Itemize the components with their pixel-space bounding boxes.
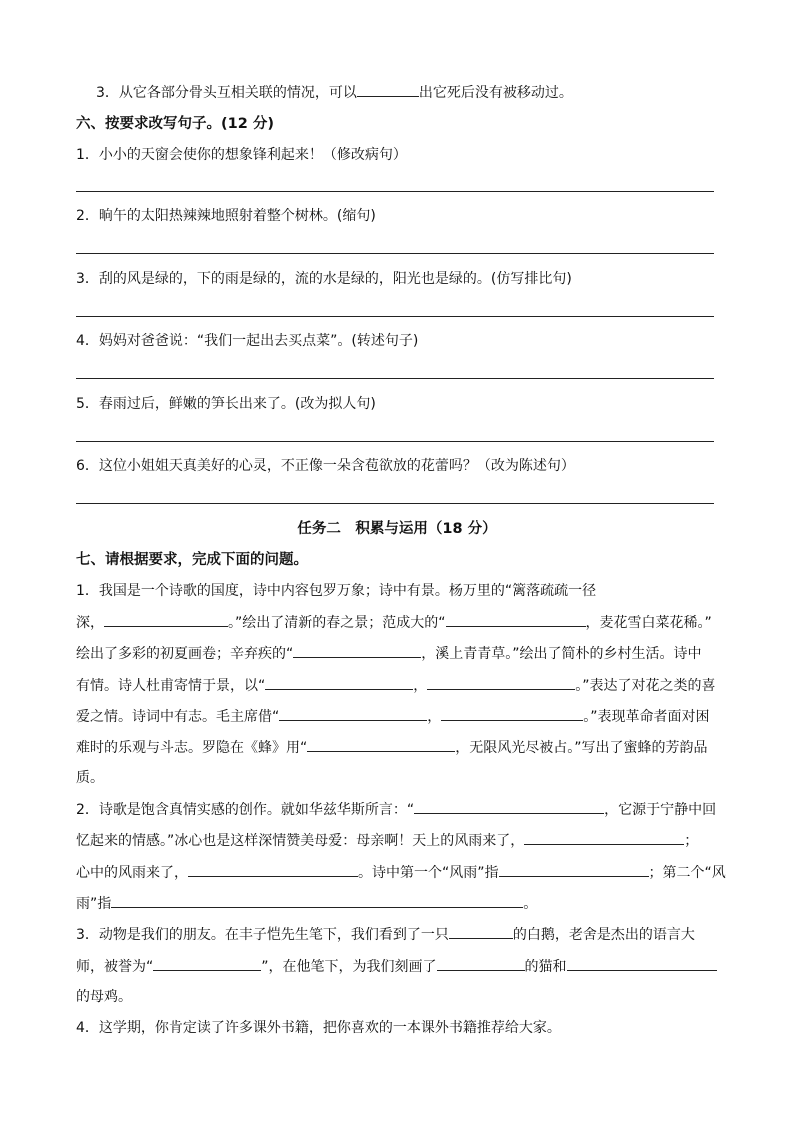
section7-q2-line-1 [76,799,716,820]
text-fragment: 绘出了多彩的初夏画卷；辛弃疾的“ [76,646,294,662]
text-fragment: 深， [76,615,104,631]
answer-line-5[interactable] [76,441,714,442]
section7-q3-line-1 [76,924,695,945]
text-fragment: 的白鹅，老舍是杰出的语言大 [512,927,695,943]
section7-q1-line-1: 1．我国是一个诗歌的国度，诗中内容包罗万象；诗中有景。杨万里的“篱落疏疏一径 [76,583,597,599]
answer-blank[interactable] [437,956,525,971]
text-fragment: ，无限风光尽被占。”写出了蜜蜂的芳韵品 [455,740,708,756]
text-fragment: 师，被誉为“ [76,959,154,975]
text-fragment: 。 [523,896,538,912]
answer-blank[interactable] [427,675,575,690]
text-fragment: 有情。诗人杜甫寄情于景，以“ [76,678,266,694]
answer-blank[interactable] [524,830,684,845]
text-fragment: 。”绘出了清新的春之景；范成大的“ [228,615,446,631]
section7-q2-line-2 [76,830,698,851]
section5-q3-text-end: 出它死后没有被移动过。 [418,85,573,101]
task2-title: 任务二 积累与运用（18 分） [297,521,497,537]
section7-q3-line-3: 的母鸡。 [76,989,132,1005]
answer-blank[interactable] [499,862,649,877]
section6-item-3: 3．刮的风是绿的，下的雨是绿的，流的水是绿的，阳光也是绿的。(仿写排比句) [76,271,572,287]
text-fragment: 爱之情。诗词中有志。毛主席借“ [76,709,280,725]
section7-q1-line-7: 质。 [76,770,104,786]
answer-blank[interactable] [307,737,455,752]
text-fragment: ，它源于宁静中回 [604,802,717,818]
answer-blank[interactable] [188,862,358,877]
text-fragment: ；第二个“风 [648,865,726,881]
answer-blank[interactable] [265,675,413,690]
answer-blank[interactable] [279,706,427,721]
text-fragment: 雨”指 [76,896,112,912]
section5-q3-text-start: 3．从它各部分骨头互相关联的情况，可以 [96,85,357,101]
section6-heading: 六、按要求改写句子。(12 分) [76,116,274,132]
section7-q1-line-2 [76,612,712,633]
text-fragment: 2．诗歌是饱含真情实感的创作。就如华兹华斯所言：“ [76,802,415,818]
text-fragment: ， [427,709,442,725]
section7-q1-line-4 [76,675,716,696]
text-fragment: 3．动物是我们的朋友。在丰子恺先生笔下，我们看到了一只 [76,927,449,943]
section6-item-2: 2．晌午的太阳热辣辣地照射着整个树林。(缩句) [76,208,376,224]
text-fragment: 心中的风雨来了， [76,865,188,881]
text-fragment: 的猫和 [524,959,567,975]
answer-blank[interactable] [111,893,523,908]
section5-q3 [96,82,573,103]
section6-item-4: 4．妈妈对爸爸说：“我们一起出去买点菜”。(转述句子) [76,333,419,349]
text-fragment: ，溪上青青草。”绘出了简朴的乡村生活。诗中 [421,646,702,662]
text-fragment: 难时的乐观与斗志。罗隐在《蜂》用“ [76,740,308,756]
answer-blank[interactable] [567,956,717,971]
answer-line-3[interactable] [76,316,714,317]
answer-line-6[interactable] [76,503,714,504]
answer-blank[interactable] [446,612,586,627]
section7-q4: 4．这学期，你肯定读了许多课外书籍，把你喜欢的一本课外书籍推荐给大家。 [76,1020,561,1036]
section6-item-5: 5．春雨过后，鲜嫩的笋长出来了。(改为拟人句) [76,396,376,412]
answer-blank[interactable] [449,924,513,939]
section7-q2-line-4 [76,893,537,914]
text-fragment: 。”表达了对花之类的喜 [575,678,716,694]
section7-q2-line-3 [76,862,726,883]
text-fragment: ， [413,678,428,694]
section7-q1-line-6 [76,737,708,758]
text-fragment: ； [684,833,699,849]
section7-q1-line-3 [76,643,702,664]
text-fragment: 。诗中第一个“风雨”指 [358,865,499,881]
answer-blank[interactable] [441,706,583,721]
answer-line-1[interactable] [76,191,714,192]
text-fragment: 。”表现革命者面对困 [583,709,710,725]
answer-blank[interactable] [293,643,421,658]
text-fragment: ”，在他笔下，为我们刻画了 [261,959,437,975]
answer-blank[interactable] [414,799,604,814]
answer-blank[interactable] [104,612,228,627]
answer-blank[interactable] [357,82,419,97]
text-fragment: 忆起来的情感。”冰心也是这样深情赞美母爱：母亲啊！天上的风雨来了， [76,833,525,849]
answer-blank[interactable] [153,956,261,971]
section7-q3-line-2 [76,956,717,977]
section6-item-1: 1．小小的天窗会使你的想象锋利起来！（修改病句） [76,147,407,163]
answer-line-4[interactable] [76,378,714,379]
answer-line-2[interactable] [76,253,714,254]
section6-item-6: 6．这位小姐姐天真美好的心灵，不正像一朵含苞欲放的花蕾吗？（改为陈述句） [76,458,575,474]
section7-heading: 七、请根据要求，完成下面的问题。 [76,552,308,568]
section7-q1-line-5 [76,706,710,727]
text-fragment: ，麦花雪白菜花稀。” [585,615,712,631]
